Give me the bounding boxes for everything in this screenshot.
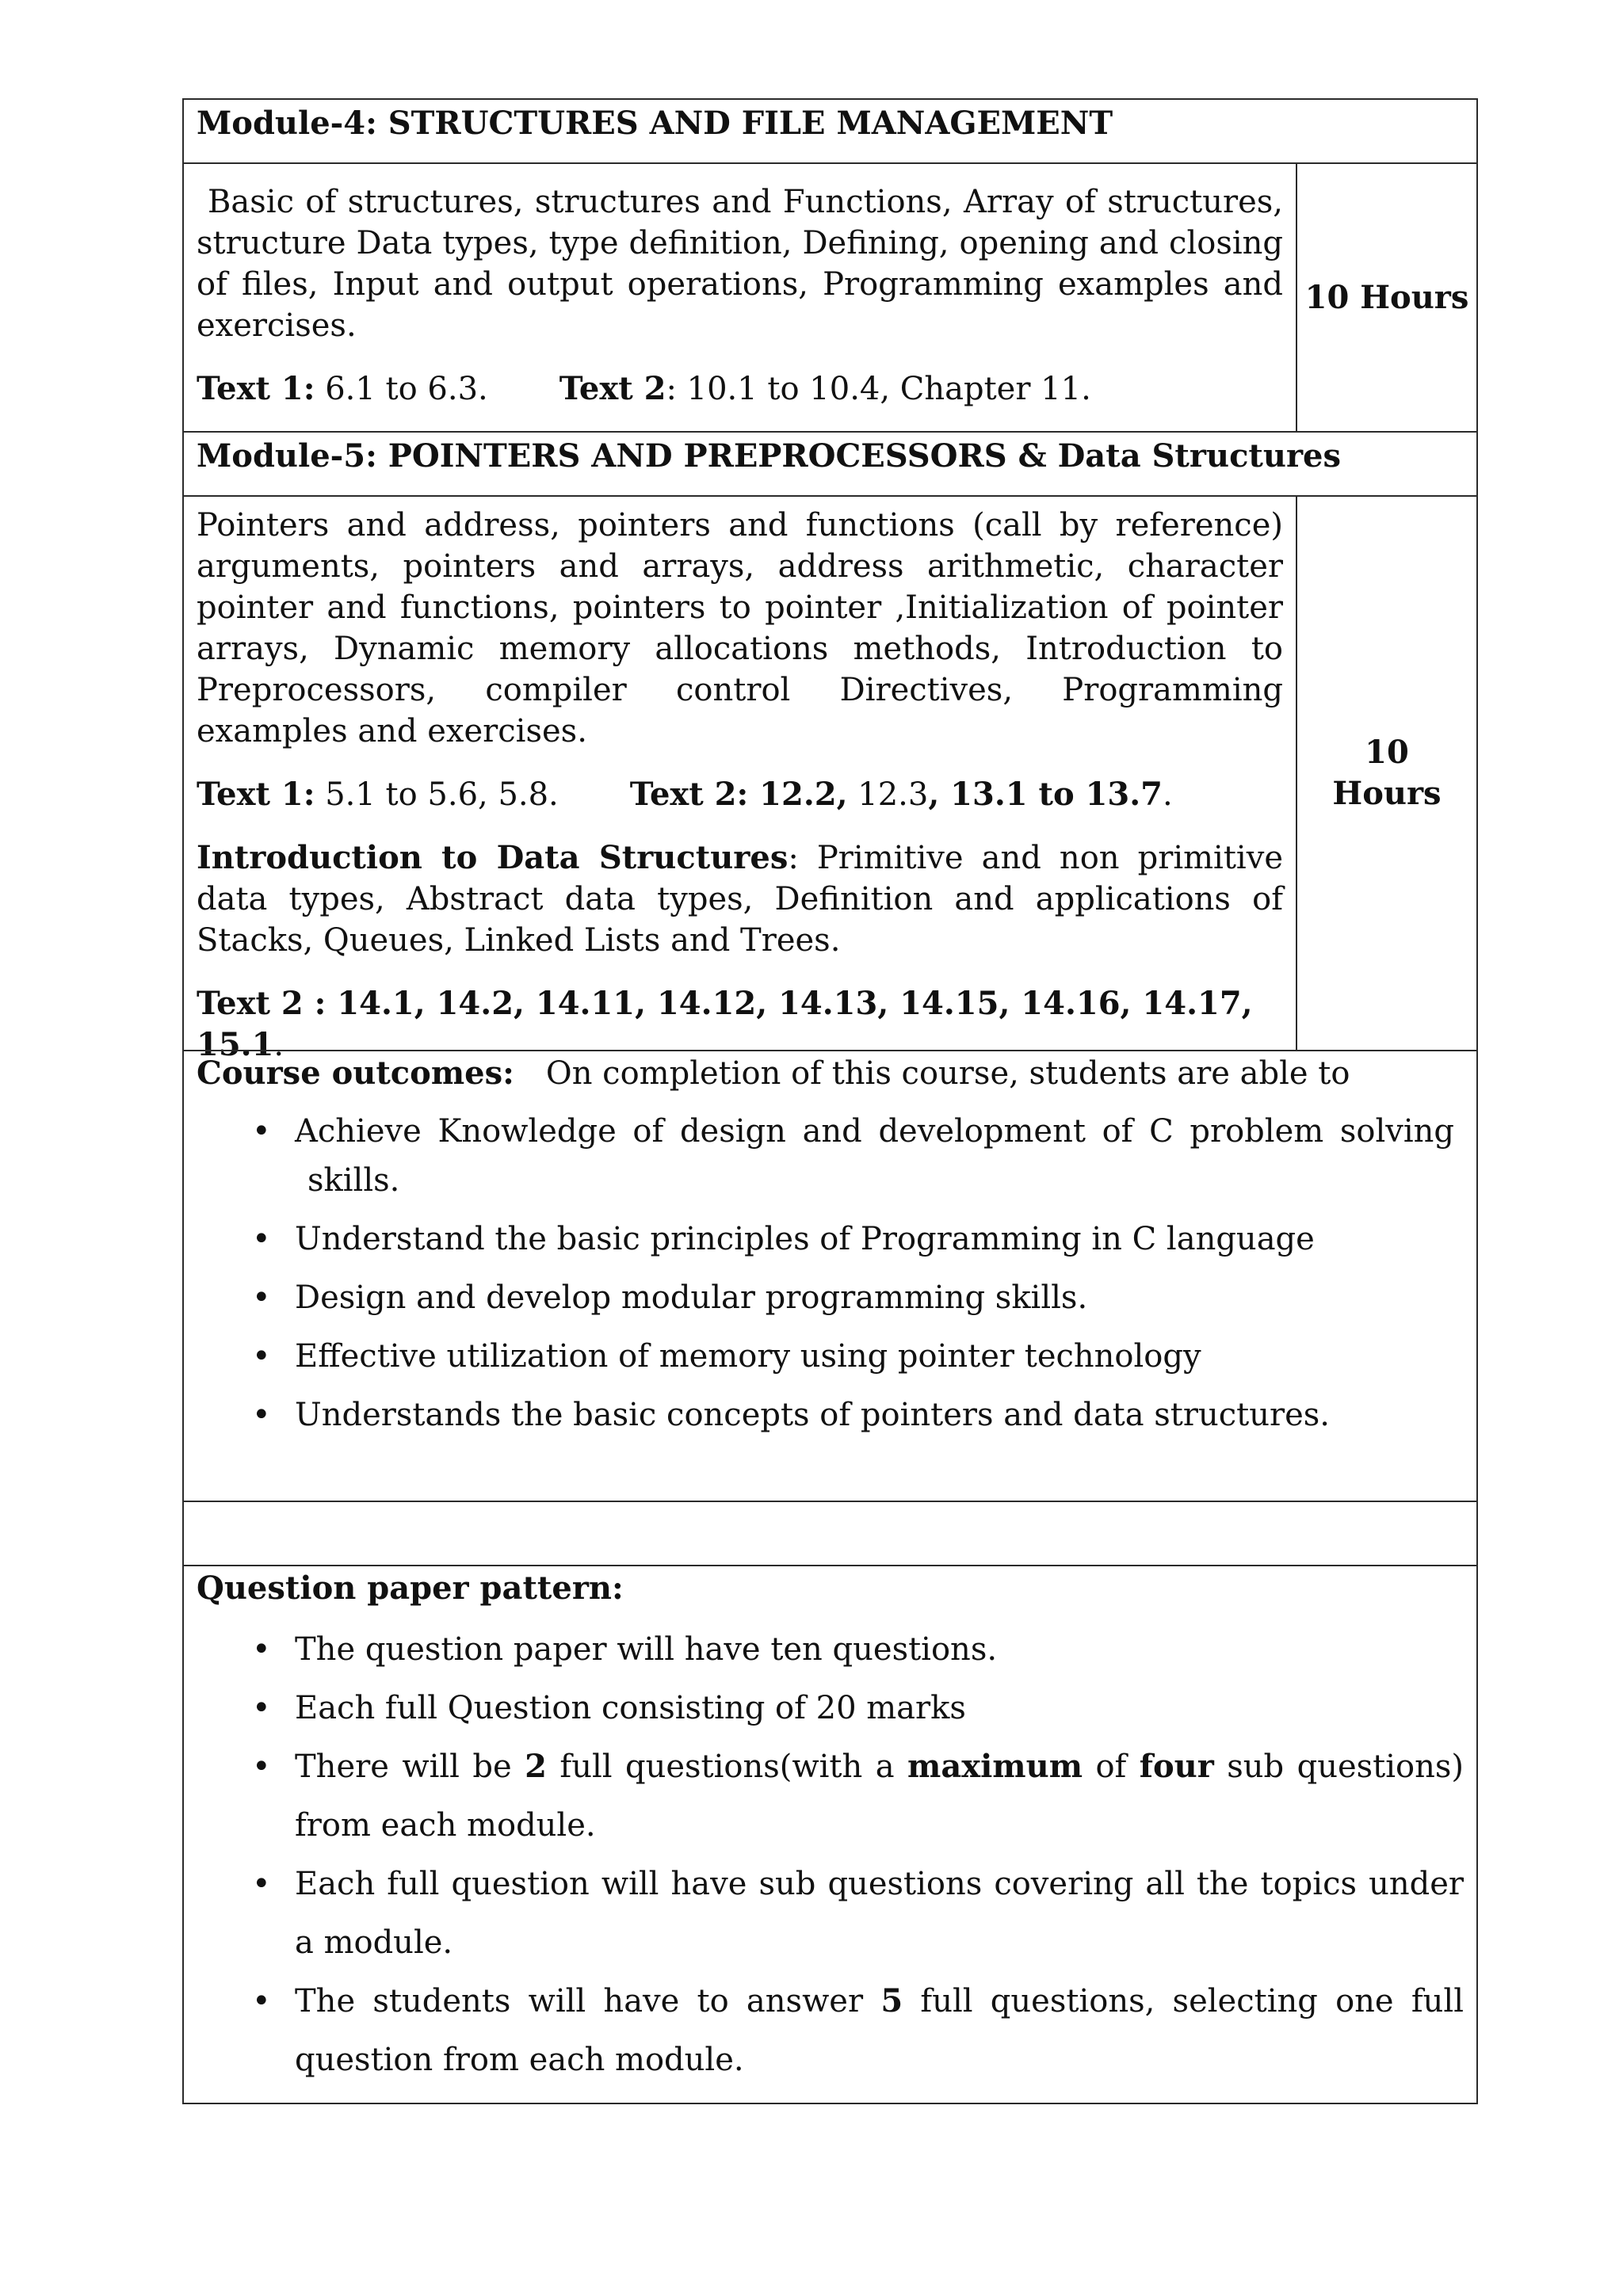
pattern-item: • There will be 2 full questions(with a maximum of four sub questions) from each module.	[295, 1737, 1464, 1855]
question-pattern-row	[182, 1565, 1478, 2104]
outcome-item: • Achieve Knowledge of design and development of C problem solving	[295, 1102, 1454, 1161]
module4-content-row	[182, 162, 1478, 433]
course-outcomes-intro: Course outcomes: On completion of this course, students are able to	[197, 1055, 1350, 1092]
question-pattern-heading: Question paper pattern:	[197, 1569, 624, 1607]
pattern-item: • Each full question will have sub questions covering all the topics under a module.	[295, 1855, 1464, 1972]
data-structures-references: Text 2 : 14.1, 14.2, 14.11, 14.12, 14.13, 14.15, 14.16, 14.17, 15.1.	[197, 985, 1253, 1063]
course-outcomes-row	[182, 1050, 1478, 1502]
module5-content: Pointers and address, pointers and functions (call by reference) arguments, pointers and arrays, address arithmetic, character pointer and functions, pointers to pointer ,Initialization of pointer arrays, Dynamic memory allocations methods, Introduction to Preprocessors, compiler control Directives, Programming examples and exercises.	[197, 507, 1283, 749]
question-pattern-list	[295, 1620, 1464, 2089]
empty-row	[182, 1501, 1478, 1566]
outcome-item: • Understands the basic concepts of pointers and data structures.	[295, 1386, 1454, 1444]
data-structures-intro: Introduction to Data Structures: Primitive and non primitive data types, Abstract data types, Definition and applications of Stacks, Queues, Linked Lists and Trees.	[197, 839, 1283, 959]
pattern-item: • Each full Question consisting of 20 marks	[295, 1679, 1464, 1737]
outcome-item-continuation: skills.	[307, 1162, 400, 1199]
pattern-item: • The question paper will have ten questions.	[295, 1620, 1464, 1679]
module4-hours: 10 Hours	[1296, 164, 1476, 431]
module5-heading: Module-5: POINTERS AND PREPROCESSORS & Data Structures	[197, 437, 1342, 475]
pattern-item: • The students will have to answer 5 full questions, selecting one full question from each module.	[295, 1972, 1464, 2089]
module4-heading-row	[182, 98, 1478, 164]
outcome-item: • Understand the basic principles of Programming in C language	[295, 1210, 1454, 1268]
module5-hours: 10 Hours	[1296, 497, 1476, 1050]
outcome-item: • Design and develop modular programming skills.	[295, 1268, 1454, 1327]
course-outcomes-list	[295, 1102, 1454, 1444]
module5-heading-row	[182, 431, 1478, 497]
module4-heading: Module-4: STRUCTURES AND FILE MANAGEMENT	[197, 105, 1113, 142]
module5-references: Text 1: 5.1 to 5.6, 5.8. Text 2: 12.2, 12.3, 13.1 to 13.7.	[197, 776, 1173, 813]
outcome-item: • Effective utilization of memory using pointer technology	[295, 1327, 1454, 1386]
module4-content: Basic of structures, structures and Functions, Array of structures, structure Data types, type definition, Defining, opening and closing of files, Input and output operations, Programming examples and exercises.	[197, 184, 1283, 344]
module4-references: Text 1: 6.1 to 6.3. Text 2: 10.1 to 10.4, Chapter 11.	[197, 370, 1091, 407]
module5-content-row	[182, 495, 1478, 1063]
